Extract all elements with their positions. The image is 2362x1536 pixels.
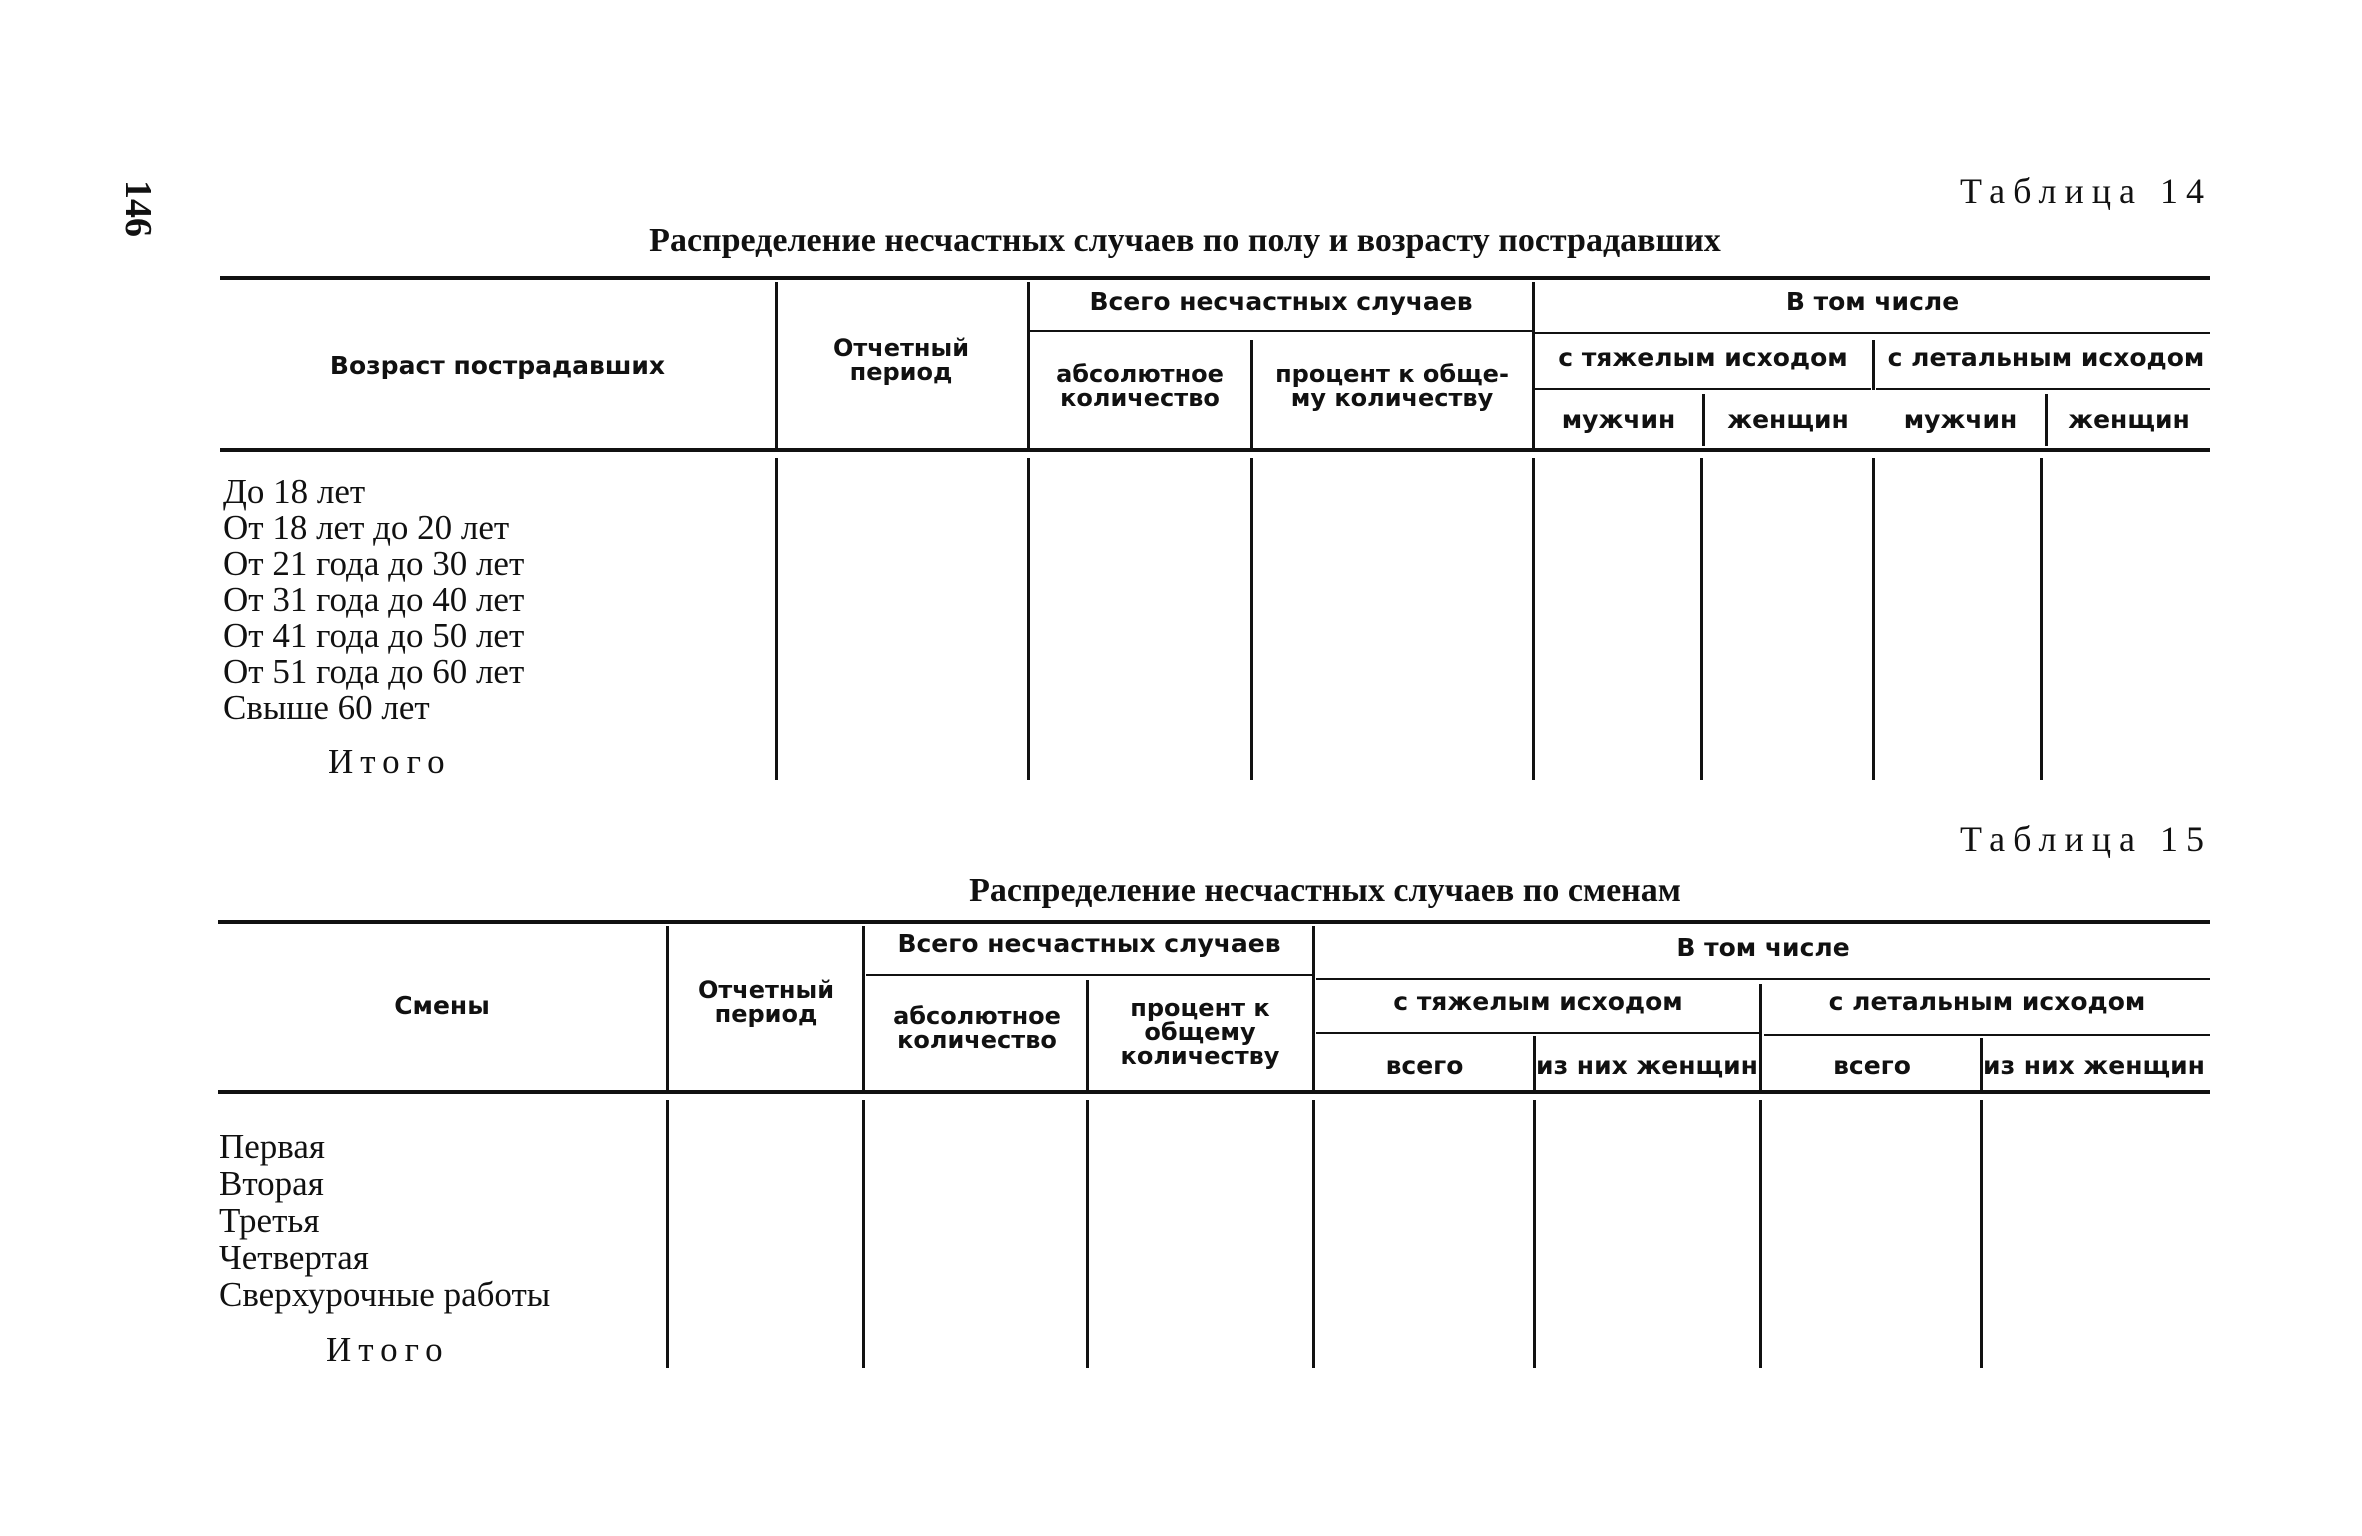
t14-header-women-2: женщин [2068, 405, 2190, 434]
table-15-rule-lethal [1764, 1034, 2210, 1036]
t15-header-shifts: Смены [394, 991, 490, 1020]
t15-vline-header-4 [1312, 926, 1315, 1090]
t15-vline-body-6 [1759, 1100, 1762, 1368]
table-14-rule-including [1535, 332, 2210, 334]
table-row: От 21 года до 30 лет [223, 544, 525, 583]
table-row: Первая [219, 1127, 326, 1166]
t15-header-total: Всего несчастных случаев [897, 929, 1281, 958]
table-row: До 18 лет [223, 472, 366, 511]
t15-total-row: Итого [326, 1330, 450, 1369]
t14-vline-body-3 [1250, 458, 1253, 780]
t14-vline-header-3 [1250, 340, 1253, 448]
table-14-top-rule [220, 276, 2210, 280]
t15-vline-body-4 [1312, 1100, 1315, 1368]
table-row: Свыше 60 лет [223, 688, 430, 727]
table-14-rule-total [1030, 330, 1532, 332]
t14-header-men-1: мужчин [1561, 405, 1676, 434]
table-15-rule-including [1316, 978, 2210, 980]
table-row: От 18 лет до 20 лет [223, 508, 510, 547]
t14-vline-body-7 [2040, 458, 2043, 780]
table-row: От 51 года до 60 лет [223, 652, 525, 691]
t14-vline-header-1 [775, 282, 778, 448]
table-14-label: Таблица 14 [1960, 171, 2212, 211]
t15-vline-body-5 [1533, 1100, 1536, 1368]
t15-header-all-1: всего [1385, 1051, 1464, 1080]
t14-header-age: Возраст пострадавших [329, 351, 666, 380]
t14-header-men-2: мужчин [1903, 405, 2018, 434]
t14-header-period: Отчетный период [832, 334, 970, 386]
t14-header-women-1: женщин [1727, 405, 1849, 434]
t14-header-severe: с тяжелым исходом [1558, 343, 1848, 372]
table-15-title: Распределение несчастных случаев по сменам [969, 872, 1681, 909]
table-14-rule-lethal [1876, 388, 2210, 390]
t15-header-percent: процент к общему количеству [1120, 994, 1280, 1070]
t15-header-including: В том числе [1676, 933, 1850, 962]
table-15-rule-total [866, 974, 1314, 976]
t14-vline-body-6 [1872, 458, 1875, 780]
table-14-header-rule [220, 448, 2210, 452]
table-row: Третья [219, 1201, 320, 1240]
table-row: Четвертая [219, 1238, 369, 1277]
table-15-header-rule [218, 1090, 2210, 1094]
t14-vline-body-2 [1027, 458, 1030, 780]
table-row: Сверхурочные работы [219, 1275, 551, 1314]
t15-header-women-2: из них женщин [1983, 1051, 2205, 1080]
t15-header-women-1: из них женщин [1536, 1051, 1758, 1080]
t15-vline-body-2 [862, 1100, 865, 1368]
table-14-title: Распределение несчастных случаев по полу и возрасту пострадавших [649, 222, 1721, 259]
table-row: От 41 года до 50 лет [223, 616, 525, 655]
t15-header-all-2: всего [1833, 1051, 1911, 1080]
t14-header-total: Всего несчастных случаев [1089, 287, 1473, 316]
table-15-top-rule [218, 920, 2210, 924]
t14-header-including: В том числе [1785, 287, 1960, 316]
t15-vline-header-1 [666, 926, 669, 1090]
table-15-rule-severe [1316, 1032, 1760, 1034]
t14-row-list [223, 474, 524, 726]
t14-total-row: Итого [328, 742, 452, 781]
t14-vline-header-5 [1872, 340, 1875, 390]
t15-row-list [219, 1128, 550, 1313]
t14-header-lethal: с летальным исходом [1887, 343, 2205, 372]
t15-header-lethal: с летальным исходом [1828, 987, 2146, 1016]
t15-vline-body-1 [666, 1100, 669, 1368]
t15-vline-header-3 [1086, 980, 1089, 1090]
table-15-label: Таблица 15 [1960, 819, 2212, 859]
t14-vline-body-4 [1532, 458, 1535, 780]
table-row: Вторая [219, 1164, 324, 1203]
table-row: От 31 года до 40 лет [223, 580, 525, 619]
t14-vline-body-5 [1700, 458, 1703, 780]
page-number: 146 [117, 180, 159, 237]
t15-vline-body-7 [1980, 1100, 1983, 1368]
t15-header-period: Отчетный период [697, 976, 835, 1028]
t14-header-percent: процент к обще-му количеству [1275, 360, 1509, 412]
t14-vline-body-1 [775, 458, 778, 780]
t15-vline-header-2 [862, 926, 865, 1090]
t14-header-absolute: абсолютное количество [1056, 360, 1224, 412]
t15-header-severe: с тяжелым исходом [1393, 987, 1683, 1016]
t15-vline-body-3 [1086, 1100, 1089, 1368]
table-14-rule-severe [1535, 388, 1871, 390]
t15-header-absolute: абсолютное количество [893, 1002, 1061, 1054]
